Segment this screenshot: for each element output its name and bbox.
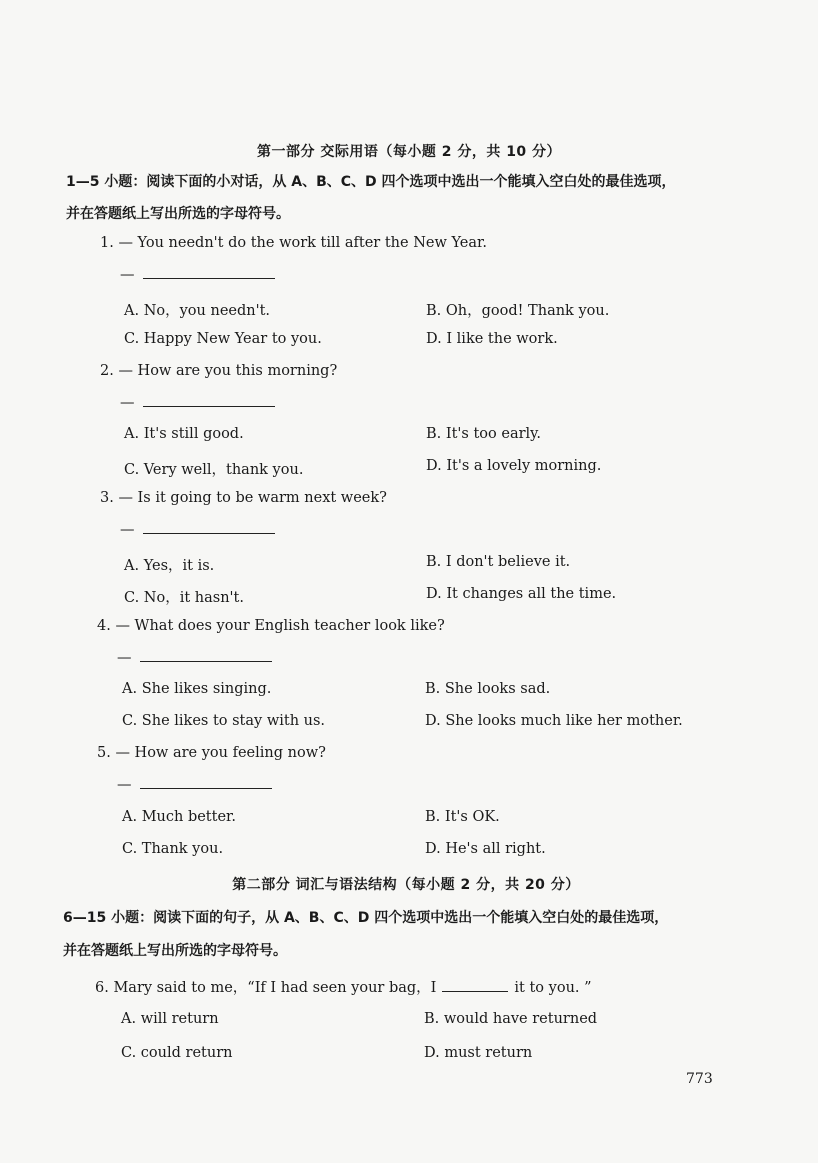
option-3c: C. No，it hasn't.: [124, 590, 244, 606]
answer-blank-4: [117, 650, 272, 666]
question-6: [95, 976, 592, 997]
part2-instruction-line1: 6—15 小题：阅读下面的句子，从 A、B、C、D 四个选项中选出一个能填入空白处的最佳选项，: [63, 910, 669, 926]
part2-title: 第二部分 词汇与语法结构（每小题 2 分，共 20 分）: [232, 877, 580, 893]
question-number: 3.: [100, 490, 114, 506]
question-4: [97, 618, 445, 634]
part1-instruction-line1: 1—5 小题：阅读下面的小对话，从 A、B、C、D 四个选项中选出一个能填入空白处的最佳选项，: [66, 174, 676, 190]
blank-line: [140, 787, 272, 789]
option-4c: C. She likes to stay with us.: [122, 713, 326, 729]
answer-blank-1: [120, 267, 275, 283]
option-3d: D. It changes all the time.: [426, 586, 617, 602]
question-text: — Is it going to be warm next week?: [118, 490, 387, 506]
option-6b: B. would have returned: [424, 1011, 598, 1027]
question-text: — How are you this morning?: [118, 363, 338, 379]
question-number: 1.: [100, 235, 114, 251]
option-4b: B. She looks sad.: [425, 681, 551, 697]
answer-blank-3: [120, 522, 275, 538]
option-2b: B. It's too early.: [426, 426, 542, 442]
option-5a: A. Much better.: [122, 809, 236, 825]
option-4a: A. She likes singing.: [122, 681, 272, 697]
blank-line: [143, 405, 275, 407]
dash: —: [120, 395, 135, 411]
answer-blank-2: [120, 395, 275, 411]
question-1: [100, 235, 487, 251]
question-number: 4.: [97, 618, 111, 634]
dash: —: [117, 777, 132, 793]
option-1b: B. Oh，good! Thank you.: [426, 303, 610, 319]
option-5c: C. Thank you.: [122, 841, 224, 857]
option-3a: A. Yes，it is.: [124, 558, 215, 574]
option-3b: B. I don't believe it.: [426, 554, 571, 570]
question-5: [97, 745, 326, 761]
option-1a: A. No，you needn't.: [124, 303, 271, 319]
question-number: 5.: [97, 745, 111, 761]
question-text-before: Mary said to me，“If I had seen your bag，I: [113, 980, 437, 996]
page-number: 773: [686, 1071, 713, 1087]
option-6d: D. must return: [424, 1045, 533, 1061]
question-text: — How are you feeling now?: [115, 745, 326, 761]
option-6a: A. will return: [121, 1011, 219, 1027]
question-number: 6.: [95, 980, 109, 996]
option-1c: C. Happy New Year to you.: [124, 331, 322, 347]
part1-title: 第一部分 交际用语（每小题 2 分，共 10 分）: [256, 144, 562, 160]
option-2a: A. It's still good.: [124, 426, 244, 442]
option-5b: B. It's OK.: [425, 809, 500, 825]
part1-instruction-line2: 并在答题纸上写出所选的字母符号。: [66, 206, 290, 222]
option-5d: D. He's all right.: [425, 841, 546, 857]
question-2: [100, 363, 337, 379]
question-text-after: it to you. ”: [514, 980, 592, 996]
dash: —: [117, 650, 132, 666]
option-1d: D. I like the work.: [426, 331, 558, 347]
option-6c: C. could return: [121, 1045, 233, 1061]
dash: —: [120, 522, 135, 538]
question-number: 2.: [100, 363, 114, 379]
question-text: — What does your English teacher look like?: [115, 618, 445, 634]
question-text: — You needn't do the work till after the New Year.: [118, 235, 487, 251]
inline-blank: [442, 991, 508, 992]
answer-blank-5: [117, 777, 272, 793]
option-4d: D. She looks much like her mother.: [425, 713, 683, 729]
blank-line: [143, 277, 275, 279]
option-2c: C. Very well，thank you.: [124, 462, 304, 478]
blank-line: [143, 532, 275, 534]
question-3: [100, 490, 387, 506]
option-2d: D. It's a lovely morning.: [426, 458, 602, 474]
blank-line: [140, 660, 272, 662]
part2-instruction-line2: 并在答题纸上写出所选的字母符号。: [63, 943, 287, 959]
dash: —: [120, 267, 135, 283]
